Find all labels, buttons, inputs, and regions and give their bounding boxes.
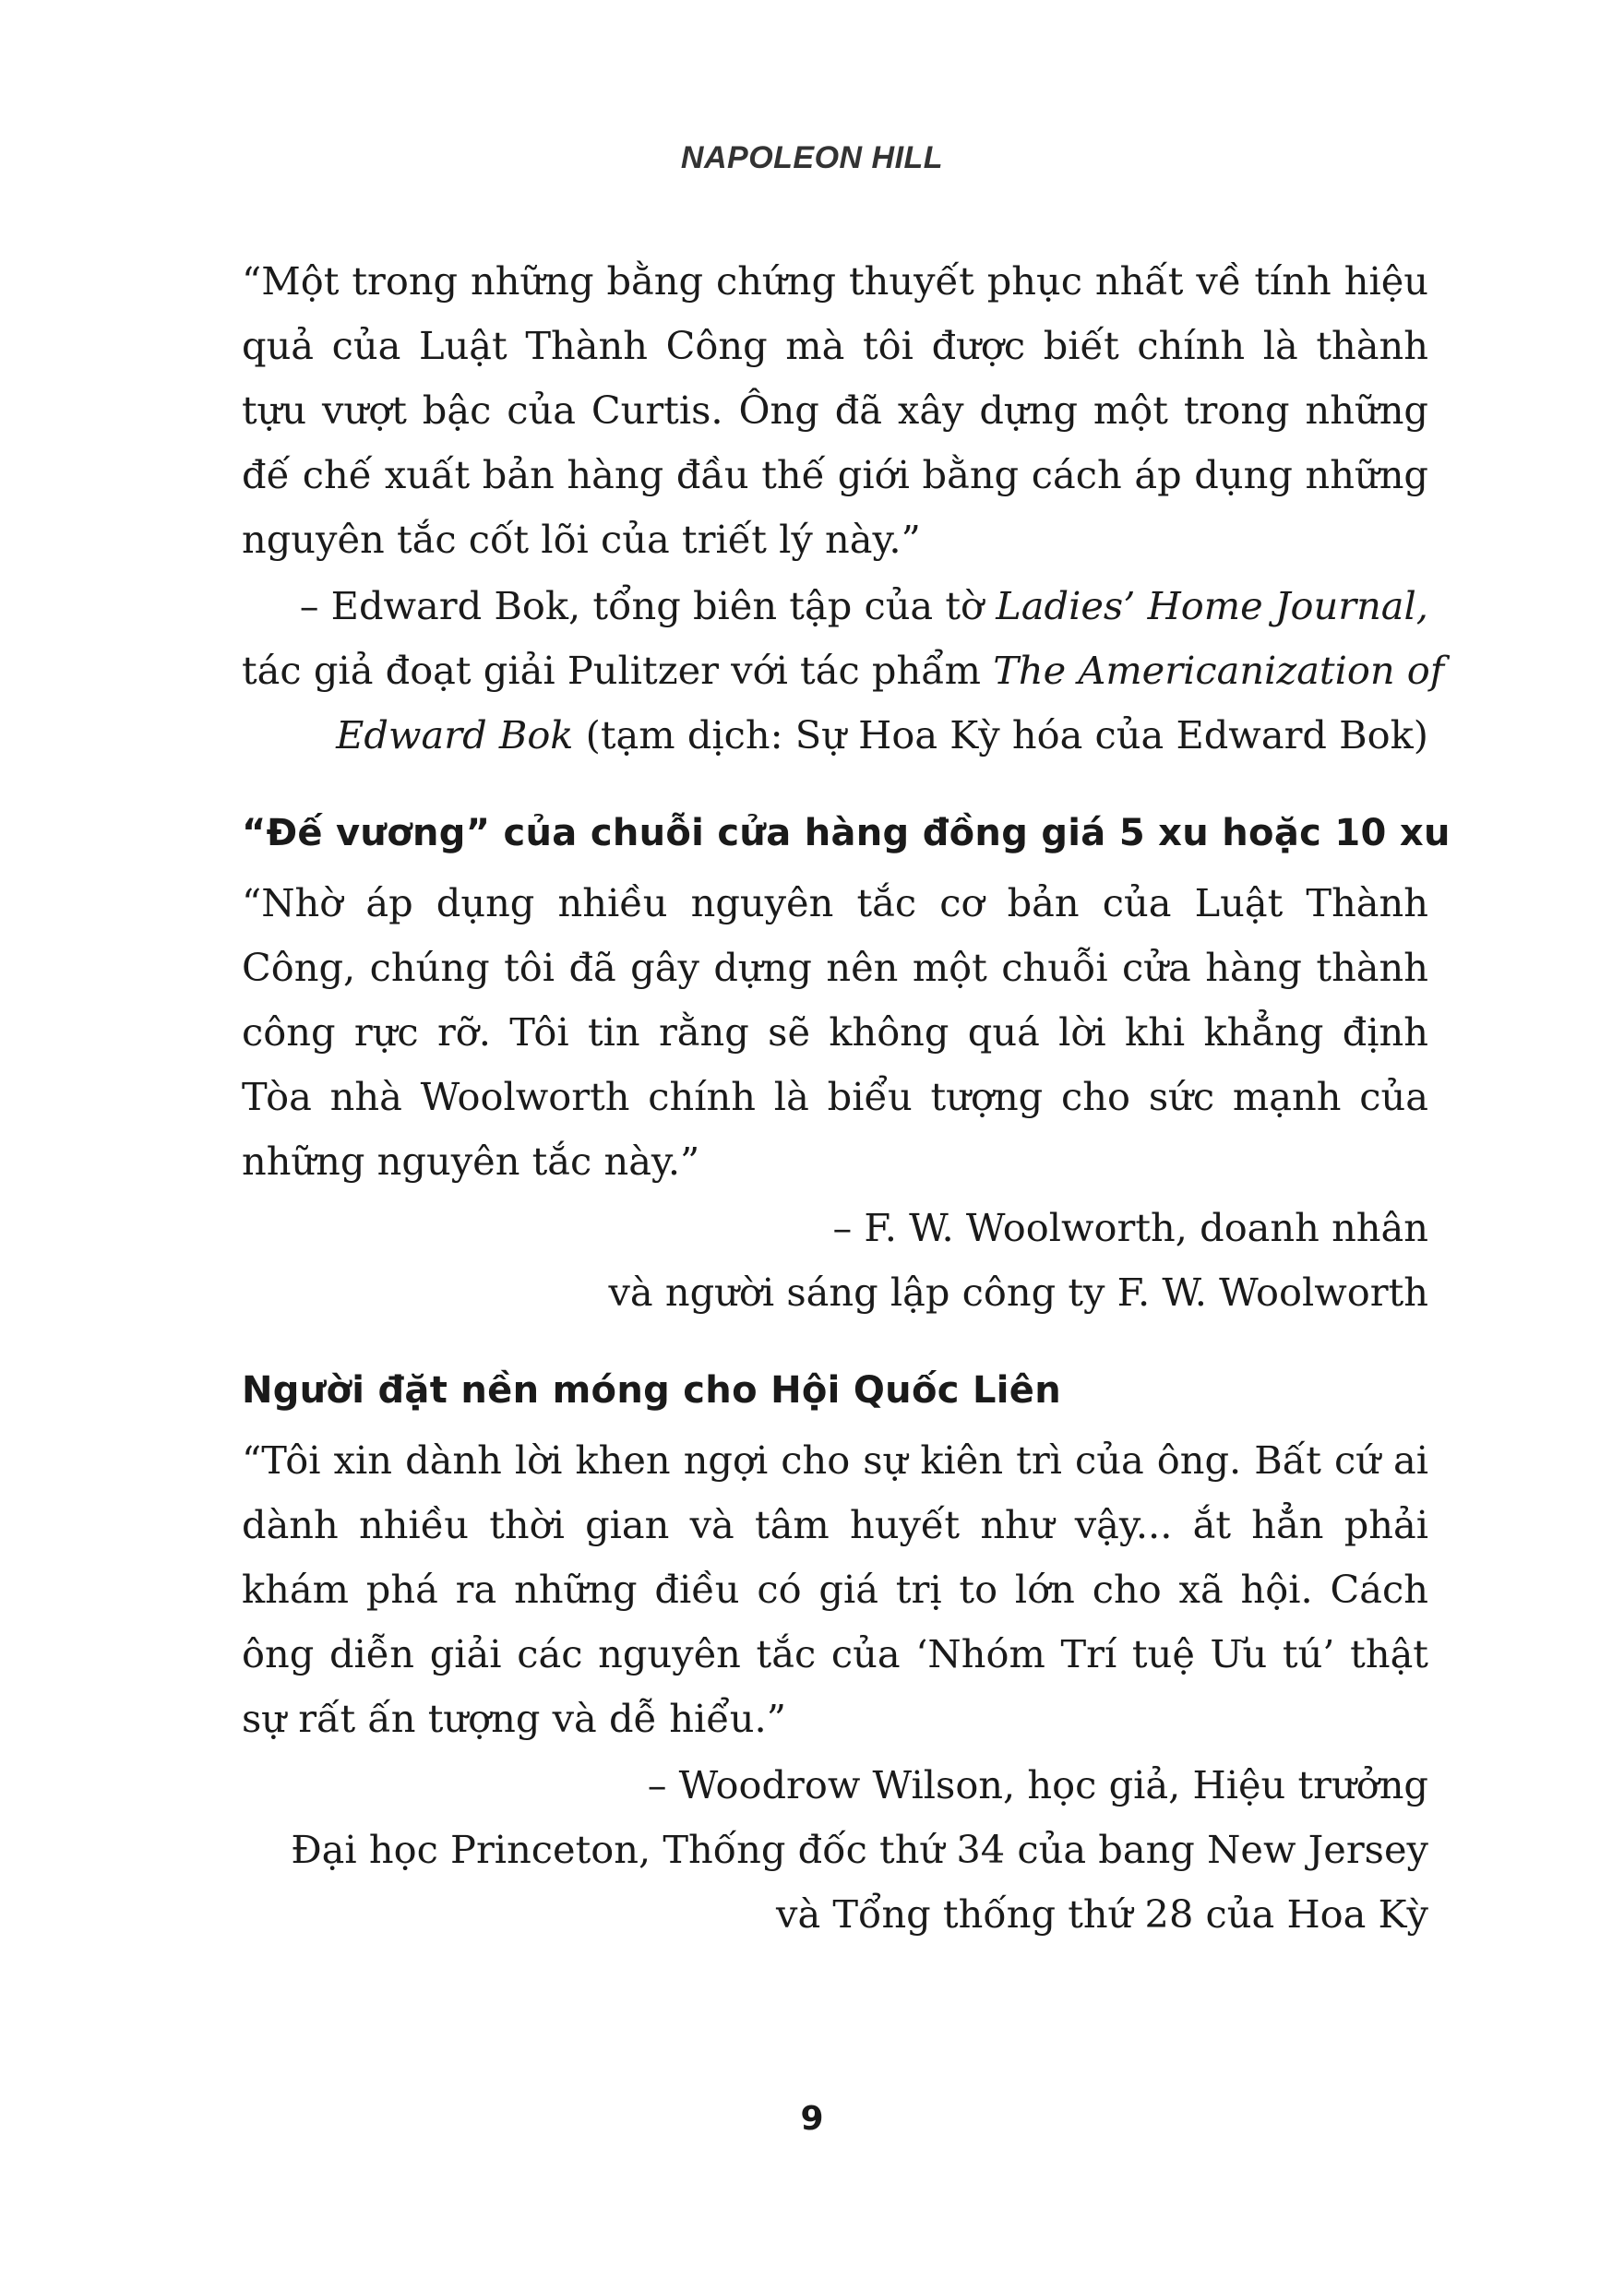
page-number: 9 (800, 2100, 824, 2138)
running-header: NAPOLEON HILL (680, 140, 944, 175)
attribution-line: – Woodrow Wilson, học giả, Hiệu trưởng (647, 1762, 1428, 1807)
section-heading-league-of-nations: Người đặt nền móng cho Hội Quốc Liên (242, 1369, 1061, 1412)
attribution-line: Edward Bok (tạm dịch: Sự Hoa Kỳ hóa của Edward Bok) (336, 712, 1428, 757)
attribution-line: Đại học Princeton, Thống đốc thứ 34 của bang New Jersey (291, 1827, 1428, 1872)
attribution-woolworth (242, 1196, 1428, 1325)
page-content (242, 249, 1451, 1947)
attribution-line: tác giả đoạt giải Pulitzer với tác phẩm The Americanization of (242, 648, 1445, 693)
quote-curtis: “Một trong những bằng chứng thuyết phục nhất về tính hiệu quả của Luật Thành Công mà tôi được biết chính là thành tựu vượt bậc của Curtis. Ông đã xây dựng một trong những đế chế xuất bản hàng đầu thế giới bằng cách áp dụng những nguyên tắc cốt lõi của triết lý này.” (242, 258, 1428, 562)
quote-woolworth: “Nhờ áp dụng nhiều nguyên tắc cơ bản của Luật Thành Công, chúng tôi đã gây dựng nên một chuỗi cửa hàng thành công rực rỡ. Tôi tin rằng sẽ không quá lời khi khẳng định Tòa nhà Woolworth chính là biểu tượng cho sức mạnh của những nguyên tắc này.” (242, 880, 1428, 1184)
attribution-line: và Tổng thống thứ 28 của Hoa Kỳ (776, 1891, 1428, 1937)
attribution-line: và người sáng lập công ty F. W. Woolworth (608, 1270, 1428, 1315)
attribution-line: – F. W. Woolworth, doanh nhân (832, 1205, 1428, 1250)
attribution-bok (242, 574, 1445, 768)
attribution-wilson (242, 1753, 1428, 1947)
quote-wilson: “Tôi xin dành lời khen ngợi cho sự kiên trì của ông. Bất cứ ai dành nhiều thời gian và tâm huyết như vậy... ắt hẳn phải khám phá ra những điều có giá trị to lớn cho xã hội. Cách ông diễn giải các nguyên tắc của ‘Nhóm Trí tuệ Ưu tú’ thật sự rất ấn tượng và dễ hiểu.” (242, 1437, 1428, 1741)
attribution-line: – Edward Bok, tổng biên tập của tờ Ladies’ Home Journal, (299, 583, 1428, 628)
section-heading-woolworth: “Đế vương” của chuỗi cửa hàng đồng giá 5 xu hoặc 10 xu (242, 812, 1451, 854)
